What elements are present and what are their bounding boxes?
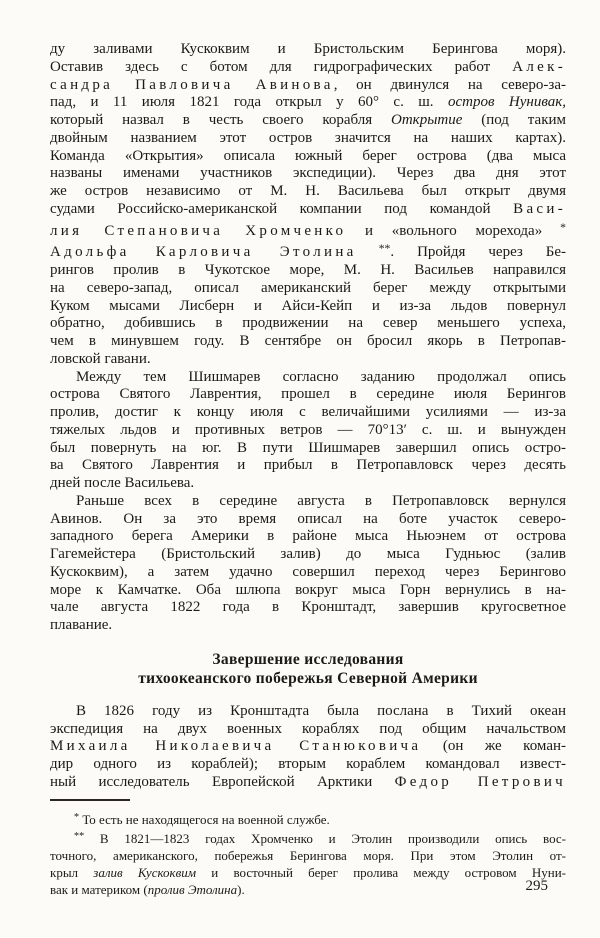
text-line [50, 298, 566, 316]
italic-text: пролив Этолина [147, 881, 238, 897]
text-line [50, 148, 566, 166]
text-segment: крыл [50, 864, 94, 880]
text-line [50, 240, 566, 262]
text-line [50, 219, 566, 241]
text-segment: западного берега Америки в районе мыса Ньюэнем от острова [50, 528, 566, 545]
text-line [50, 94, 566, 112]
text-line [50, 201, 566, 219]
text-segment: (он же коман- [421, 738, 566, 755]
text-line [50, 333, 566, 351]
emphasized-name: Васи- [513, 200, 566, 217]
text-segment: ). [237, 881, 245, 897]
emphasized-name: Адольфа Карловича Этолина [50, 244, 357, 261]
text-line [50, 475, 566, 493]
text-line [50, 112, 566, 130]
paragraph [50, 493, 566, 635]
text-segment: точного, американского, побережья Берингова моря. При этом Этолин от- [50, 847, 566, 863]
text-line [50, 847, 566, 864]
page-content [50, 41, 566, 898]
text-line [50, 262, 566, 280]
emphasized-name: сандра Павловича Авинова [50, 76, 334, 93]
emphasized-name: лия Степановича Хромченко [50, 222, 347, 239]
text-line [50, 404, 566, 422]
text-segment: чале августа 1822 года в Кронштадт, завершив кругосветное [50, 599, 566, 616]
text-segment: и восточный берег пролива между островом Нуни- [196, 864, 566, 880]
text-segment: пролив, достиг к концу июля с величайшими усилиями — из-за [50, 404, 566, 420]
text-line [50, 774, 566, 792]
footnote-marker: * [542, 220, 567, 234]
text-line [50, 511, 566, 529]
italic-text: остров Нунивак, [447, 94, 566, 111]
text-line [50, 721, 566, 739]
text-segment: пад, и 11 июля 1821 года открыл у 60° с. ш. [50, 94, 448, 111]
text-line [50, 280, 566, 298]
text-segment: Авинов. Он за это время описал на боте участок северо- [50, 510, 566, 527]
page-number: 295 [525, 878, 548, 894]
text-segment: (под таким [462, 112, 566, 128]
text-segment: , он двинулся на северо-за- [333, 76, 566, 93]
text-segment: Раньше всех в середине августа в Петропавловск вернулся [76, 492, 566, 509]
text-segment: ду заливами Кускоквим и Бристольским Берингова моря). [50, 41, 566, 57]
text-segment: же остров независимо от М. Н. Васильева был открыт двумя [50, 183, 566, 199]
text-line [50, 599, 566, 617]
text-line [50, 669, 566, 688]
text-segment: ва Святого Лаврентия и прибыл в Петропавловск через десять [50, 457, 566, 474]
footnote-rule [50, 799, 130, 801]
text-segment: двойным названием этот остров значится на наших картах). [50, 129, 566, 146]
text-segment: тихоокеанского побережья Северной Америки [138, 669, 478, 687]
text-line [50, 351, 566, 369]
text-line [50, 703, 566, 721]
text-segment: и «вольного морехода» [346, 222, 543, 239]
text-segment: . Пройдя через Бе- [390, 244, 567, 261]
text-line [50, 493, 566, 511]
emphasized-name: Федор Петрович [394, 773, 566, 790]
text-line [50, 59, 566, 77]
text-segment: Гагемейстера (Бристольский залив) до мыса Гудньюс (залив [50, 546, 566, 562]
text-line [50, 422, 566, 440]
text-line [50, 386, 566, 404]
italic-text: Открытие [391, 112, 463, 128]
text-segment: обратно, добившись в продвижении на север меньшего успеха, [50, 315, 566, 332]
text-segment: чем в минувшем году. В сентябре он бросил якорь в Петропав- [50, 333, 566, 349]
text-segment: вак и материком ( [50, 881, 148, 897]
text-segment: море к Камчатке. Оба шлюпа вокруг мыса Горн вернулись в на- [50, 581, 566, 598]
text-segment: Кускоквим), а затем удачно совершил переход через Берингово [50, 563, 566, 580]
emphasized-name: Михаила Николаевича Станюковича [50, 738, 422, 755]
text-segment: Завершение исследования [212, 650, 404, 668]
footnote-marker: ** [74, 830, 85, 842]
text-line [50, 440, 566, 458]
text-segment: дней после Васильева. [50, 475, 195, 491]
text-line [50, 315, 566, 333]
text-segment: Оставив здесь с ботом для гидрографических работ [50, 58, 513, 75]
text-segment: То есть не находящегося на военной службе. [79, 811, 330, 827]
text-line [50, 809, 566, 828]
text-segment: рингов пролив в Чукотское море, М. Н. Васильев направился [50, 262, 566, 278]
text-segment: который назвал в честь своего корабля [50, 112, 392, 128]
text-segment: ный исследователь Европейской Арктики [50, 773, 395, 790]
text-segment: В 1821—1823 годах Хромченко и Этолин производили опись вос- [84, 830, 566, 846]
text-segment: Между тем Шишмарев согласно заданию продолжал опись [76, 368, 566, 385]
text-line [50, 457, 566, 475]
text-segment: Куком мысами Лисберн и Айси-Кейп и из-за льдов повернул [50, 297, 566, 314]
text-line [50, 582, 566, 600]
text-segment: на северо-запад, описал американский берег между открытыми [50, 279, 566, 296]
text-line [50, 183, 566, 201]
text-line [50, 650, 566, 669]
text-line [50, 738, 566, 756]
text-segment: судами Российско-американской компании под командой [50, 200, 514, 217]
text-segment: ловской гавани. [50, 350, 151, 367]
footnote-marker: * [74, 811, 80, 823]
text-line [50, 528, 566, 546]
text-segment: плавание. [50, 617, 113, 633]
text-segment: был повернуть на юг. В пути Шишмарев завершил опись остро- [50, 439, 566, 456]
text-segment: экспедиция на двух военных кораблях под общим начальством [50, 720, 566, 737]
text-segment: острова Святого Лаврентия, прошел в середине июля Берингов [50, 386, 566, 403]
footnotes [50, 809, 566, 898]
text-segment: дир одного из кораблей); вторым кораблем командовал извест- [50, 756, 566, 772]
text-line [50, 564, 566, 582]
emphasized-name: Алек- [512, 58, 566, 75]
text-line [50, 828, 566, 847]
paragraph [50, 703, 566, 792]
text-line [50, 756, 566, 774]
section-heading [50, 650, 566, 688]
text-line [50, 369, 566, 387]
text-line [50, 546, 566, 564]
text-line [50, 130, 566, 148]
footnote-marker: ** [356, 242, 391, 256]
text-line [50, 881, 566, 898]
text-segment: тяжелых льдов и противных ветров — 70°13′ с. ш. и вынужден [50, 421, 566, 438]
paragraph [50, 369, 566, 493]
text-line [50, 41, 566, 59]
italic-text: залив Кускоквим [93, 864, 197, 880]
text-segment: Команда «Открытия» описала южный берег острова (два мыса [50, 147, 566, 164]
text-line [50, 165, 566, 183]
text-line [50, 77, 566, 95]
text-line [50, 617, 566, 635]
paragraph [50, 41, 566, 369]
text-segment: В 1826 году из Кронштадта была послана в Тихий океан [76, 702, 566, 719]
text-segment: названы именами участников экспедиции). Через два дня этот [50, 165, 566, 182]
text-line [50, 864, 566, 881]
